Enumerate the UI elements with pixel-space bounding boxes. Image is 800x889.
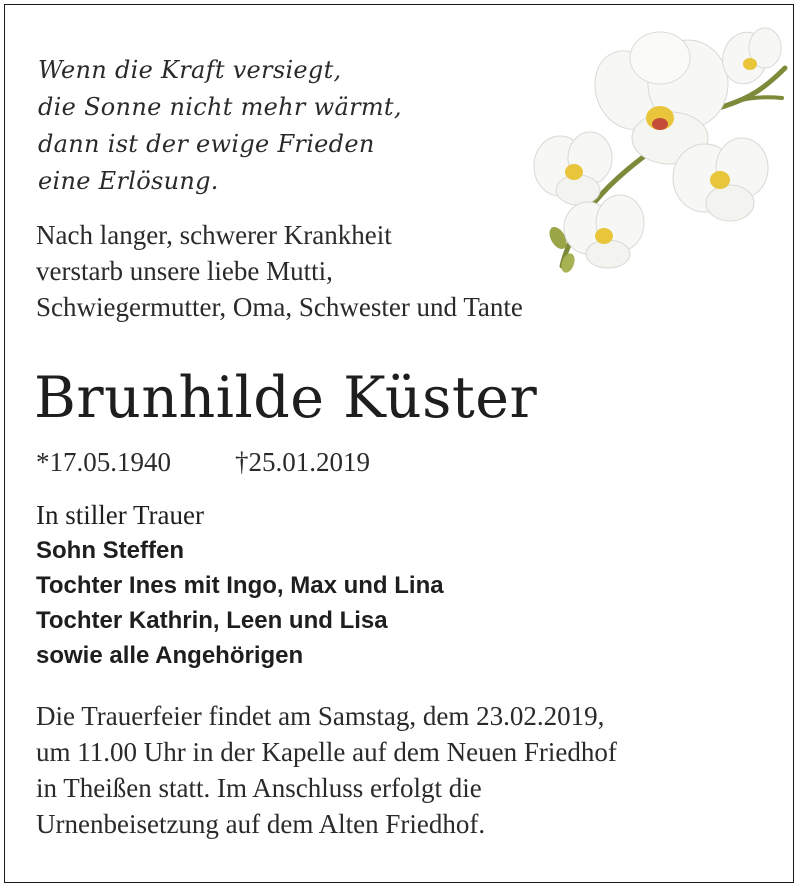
orchid-icon [520,18,790,278]
mourners-lead: In stiller Trauer [36,500,204,530]
death-date: †25.01.2019 [235,447,370,477]
service-line: Die Trauerfeier findet am Samstag, dem 23.02.2019, [36,701,605,731]
intro-line: Schwiegermutter, Oma, Schwester und Tante [36,292,523,322]
mourner-name: sowie alle Angehörigen [36,642,304,669]
mourner-name: Tochter Kathrin, Leen und Lisa [36,607,388,634]
birth-date: *17.05.1940 [36,447,171,477]
deceased-name: Brunhilde Küster [34,365,538,431]
service-info [36,698,617,842]
poem-line: dann ist der ewige Frieden [38,130,375,158]
intro-text [36,217,523,325]
service-line: um 11.00 Uhr in der Kapelle auf dem Neuen Friedhof [36,737,617,767]
orchid-flower-right [673,138,768,221]
mourner-name: Tochter Ines mit Ingo, Max und Lina [36,572,444,599]
mourner-name: Sohn Steffen [36,537,184,564]
service-line: Urnenbeisetzung auf dem Alten Friedhof. [36,809,486,839]
poem-line: Wenn die Kraft versiegt, [38,56,342,84]
mourners-list [36,498,444,673]
orchid-flower-bottom [564,195,644,268]
intro-line: Nach langer, schwerer Krankheit [36,220,392,250]
poem-line: eine Erlösung. [38,167,219,195]
service-line: in Theißen statt. Im Anschluss erfolgt die [36,773,482,803]
life-dates [36,447,370,477]
poem-line: die Sonne nicht mehr wärmt, [38,93,402,121]
intro-line: verstarb unsere liebe Mutti, [36,256,333,286]
poem [38,52,402,200]
